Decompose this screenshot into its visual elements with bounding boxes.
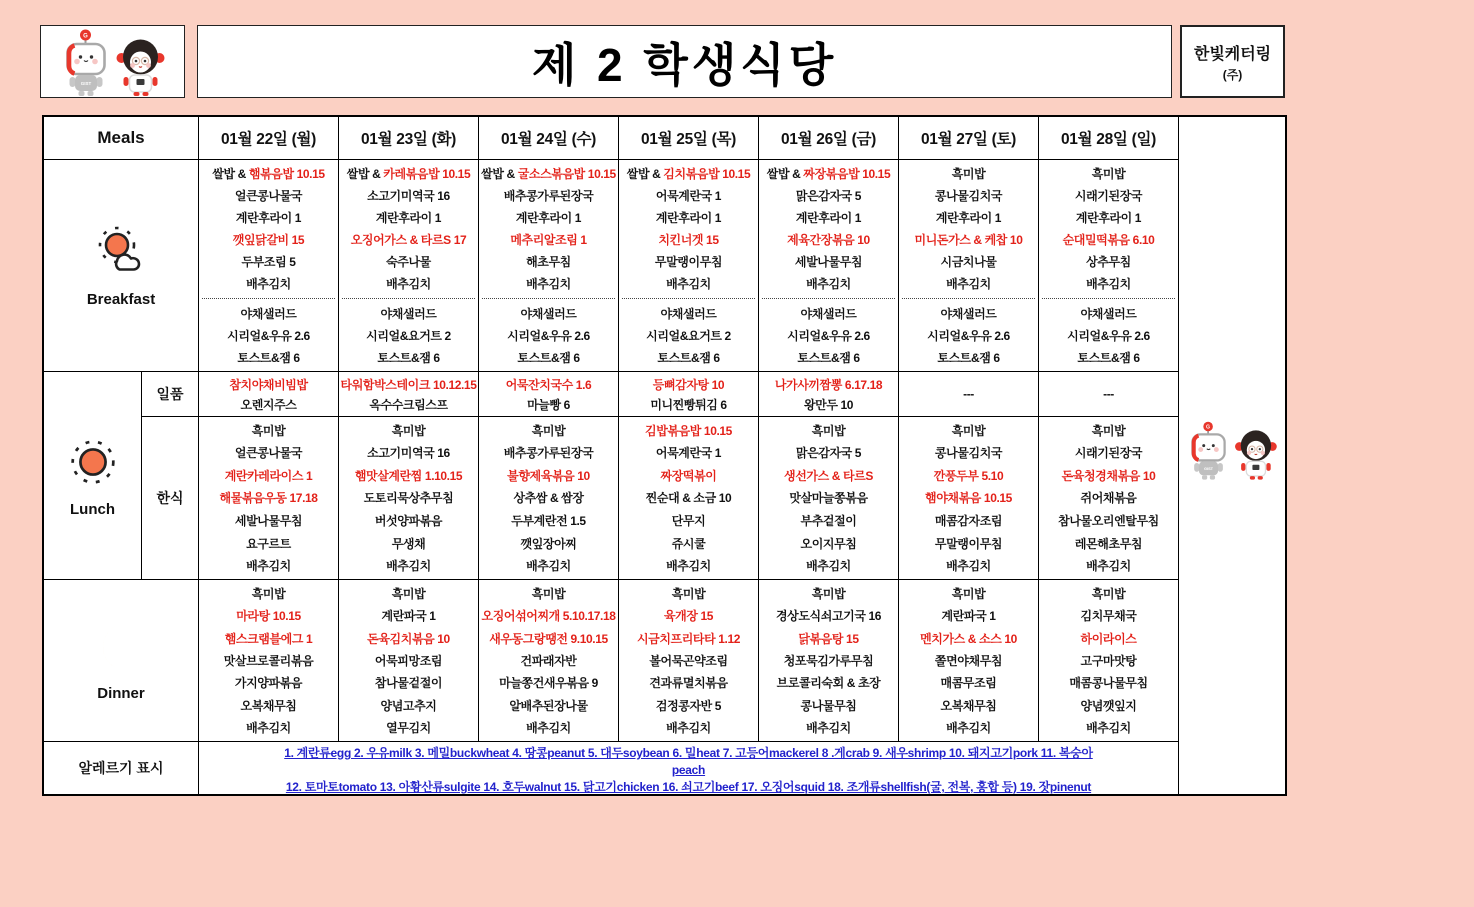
menu-item: 흑미밥: [951, 423, 986, 438]
menu-item: 계란파국 1: [941, 609, 996, 624]
menu-item: 쌀밥 & 김치볶음밥 10.15: [626, 166, 751, 181]
breakfast-cell: [1039, 160, 1179, 372]
menu-item: 시금치나물: [940, 254, 997, 269]
row-label-hansik: 한식: [142, 417, 199, 580]
menu-item: 마늘쫑건새우볶음 9: [499, 676, 598, 691]
menu-item: 토스트&잼 6: [1077, 351, 1140, 366]
menu-item: 불향제육볶음 10: [507, 468, 590, 483]
menu-item: 참치야채비빔밥: [229, 377, 308, 392]
menu-item: 야채샐러드: [940, 307, 997, 322]
menu-item: 세발나물무침: [234, 514, 303, 529]
lunch-korean-cell: [339, 417, 479, 580]
menu-item: 콩나물무침: [800, 698, 857, 713]
menu-item: 배추김치: [526, 559, 571, 574]
menu-item: 해물볶음우동 17.18: [219, 491, 318, 506]
menu-item: 미니찐빵튀김 6: [650, 397, 727, 412]
menu-item: 청포묵김가루무침: [783, 653, 874, 668]
menu-item: 시리얼&우유 2.6: [1067, 329, 1150, 344]
dotted-divider: [342, 298, 475, 299]
menu-item: 흑미밥: [811, 423, 846, 438]
breakfast-cell: [339, 160, 479, 372]
menu-item: 단무지: [671, 514, 706, 529]
menu-item: 흑미밥: [1091, 423, 1126, 438]
menu-item: 상추무침: [1086, 254, 1131, 269]
menu-item: 어묵피망조림: [374, 653, 443, 668]
menu-item: 왕만두 10: [803, 397, 854, 412]
menu-item: 흑미밥: [671, 586, 706, 601]
menu-item: 계란파국 1: [381, 609, 436, 624]
menu-item: 토스트&잼 6: [237, 351, 300, 366]
day-header: 01월 23일 (화): [339, 117, 479, 160]
menu-item: 야채샐러드: [520, 307, 577, 322]
day-header: 01월 22일 (월): [199, 117, 339, 160]
mascots-icon: [52, 27, 174, 97]
day-header: 01월 27일 (토): [899, 117, 1039, 160]
menu-item: 부추겉절이: [800, 514, 857, 529]
menu-item: 야채샐러드: [660, 307, 717, 322]
dinner-cell: [759, 580, 899, 742]
dotted-divider: [1042, 298, 1175, 299]
menu-item: 쌀밥 & 굴소스볶음밥 10.15: [481, 166, 616, 181]
menu-item: 쫄면야채무침: [934, 653, 1003, 668]
dinner-cell: [199, 580, 339, 742]
menu-item: 깐풍두부 5.10: [933, 468, 1004, 483]
menu-item: 쌀밥 & 카레볶음밥 10.15: [346, 166, 471, 181]
menu-item: 토스트&잼 6: [797, 351, 860, 366]
menu-item: 순대밀떡볶음 6.10: [1062, 232, 1155, 247]
menu-item: 계란후라이 1: [1075, 210, 1142, 225]
menu-item: 배추김치: [246, 277, 291, 292]
menu-item: 두부계란전 1.5: [511, 514, 586, 529]
menu-item: 햄맛살계란찜 1.10.15: [354, 468, 463, 483]
lunch-korean-cell: [199, 417, 339, 580]
menu-item: 나가사끼짬뽕 6.17.18: [774, 377, 883, 392]
menu-item: 해초무침: [526, 254, 571, 269]
allergy-info: [199, 742, 1179, 794]
menu-item: 계란후라이 1: [655, 210, 722, 225]
menu-item: 양념고추지: [380, 698, 437, 713]
menu-item: 치킨너겟 15: [658, 232, 719, 247]
menu-item: 배추김치: [666, 721, 711, 736]
menu-item: 흑미밥: [391, 586, 426, 601]
menu-item: 경상도식쇠고기국 16: [775, 609, 882, 624]
menu-item: 시리얼&우유 2.6: [507, 329, 590, 344]
menu-item: 배추김치: [1086, 721, 1131, 736]
menu-item: 계란카레라이스 1: [224, 468, 313, 483]
menu-item: 배추김치: [386, 559, 431, 574]
menu-item: 열무김치: [386, 721, 431, 736]
row-label-breakfast: [44, 160, 199, 372]
breakfast-cell: [619, 160, 759, 372]
dinner-cell: [619, 580, 759, 742]
menu-item: 제육간장볶음 10: [787, 232, 870, 247]
breakfast-cell: [479, 160, 619, 372]
menu-item: 토스트&잼 6: [517, 351, 580, 366]
dotted-divider: [482, 298, 615, 299]
menu-item: 알배추된장나물: [509, 698, 588, 713]
menu-item: 버섯양파볶음: [374, 514, 443, 529]
menu-item: 가지양파볶음: [234, 676, 303, 691]
menu-item: 무생채: [391, 536, 426, 551]
dinner-cell: [899, 580, 1039, 742]
menu-item: 타워함박스테이크 10.12.15: [340, 377, 477, 392]
menu-item: 찐순대 & 소금 10: [645, 491, 732, 506]
menu-item: ---: [1103, 387, 1114, 401]
menu-item: 김밥볶음밥 10.15: [645, 423, 732, 438]
menu-item: 양념깻잎지: [1080, 698, 1137, 713]
menu-item: 옥수수크림스프: [369, 397, 448, 412]
menu-item: 두부조림 5: [241, 254, 296, 269]
catering-name: 한빛케터링: [1193, 45, 1272, 63]
row-label-allergy: 알레르기 표시: [44, 742, 199, 794]
dinner-cell: [1039, 580, 1179, 742]
menu-item: 오렌지주스: [240, 397, 297, 412]
dinner-cell: [339, 580, 479, 742]
menu-item: 배추김치: [666, 277, 711, 292]
lunch-korean-cell: [899, 417, 1039, 580]
lunch-korean-cell: [1039, 417, 1179, 580]
menu-item: 마늘빵 6: [527, 397, 570, 412]
menu-item: 쌀밥 & 짜장볶음밥 10.15: [766, 166, 891, 181]
menu-item: 흑미밥: [811, 586, 846, 601]
menu-item: 오이지무침: [800, 536, 857, 551]
sun-cloud-icon: [90, 223, 152, 281]
lunch-korean-cell: [479, 417, 619, 580]
allergy-line: peach: [671, 763, 706, 777]
menu-item: 맛살브로콜리볶음: [223, 653, 314, 668]
lunch-label: Lunch: [70, 501, 115, 518]
menu-item: 배추콩가루된장국: [503, 188, 594, 203]
menu-item: 토스트&잼 6: [937, 351, 1000, 366]
menu-item: 흑미밥: [391, 423, 426, 438]
logo-box: [40, 25, 185, 98]
menu-item: 오징어가스 & 타르S 17: [350, 232, 467, 247]
menu-item: 검정콩자반 5: [655, 698, 722, 713]
moon-icon: [94, 619, 148, 675]
menu-item: 얼큰콩나물국: [234, 446, 303, 461]
menu-item: 계란후라이 1: [235, 210, 302, 225]
menu-item: 배추김치: [386, 277, 431, 292]
menu-item: 시래기된장국: [1074, 188, 1143, 203]
meals-column-header: Meals: [44, 117, 199, 160]
menu-item: 매콤감자조림: [934, 514, 1003, 529]
mascots-icon: [1182, 419, 1282, 481]
menu-item: 메추리알조림 1: [510, 232, 587, 247]
menu-item: 야채샐러드: [1080, 307, 1137, 322]
menu-item: 오복채무침: [940, 698, 997, 713]
catering-suffix: (주): [1222, 67, 1243, 82]
menu-item: 배추김치: [246, 721, 291, 736]
menu-item: 도토리묵상추무침: [363, 491, 454, 506]
menu-item: 맛살마늘쫑볶음: [789, 491, 868, 506]
menu-item: 배추김치: [666, 559, 711, 574]
menu-item: 새우동그랑땡전 9.10.15: [489, 631, 608, 646]
menu-item: 생선가스 & 타르S: [784, 468, 873, 483]
menu-item: 배추김치: [806, 721, 851, 736]
menu-item: 토스트&잼 6: [657, 351, 720, 366]
menu-item: 소고기미역국 16: [367, 446, 450, 461]
menu-item: 흑미밥: [951, 166, 986, 181]
menu-item: 햄스크램블에그 1: [224, 631, 313, 646]
menu-item: 볼어묵곤약조림: [649, 653, 728, 668]
menu-item: 시리얼&우유 2.6: [927, 329, 1010, 344]
lunch-special-cell: [479, 372, 619, 417]
menu-item: 쥬시쿨: [671, 536, 706, 551]
menu-item: 오징어섞어찌개 5.10.17.18: [481, 609, 616, 624]
lunch-special-cell: [619, 372, 759, 417]
menu-item: 배추김치: [806, 559, 851, 574]
menu-item: 건파래자반: [520, 653, 577, 668]
menu-item: 배추김치: [526, 277, 571, 292]
menu-item: 야채샐러드: [380, 307, 437, 322]
catering-box: [1180, 25, 1285, 98]
side-column: [1179, 117, 1285, 794]
lunch-korean-cell: [759, 417, 899, 580]
menu-item: 흑미밥: [251, 586, 286, 601]
allergy-line: 12. 토마토tomato 13. 아황산류sulgite 14. 호두walnut 15. 닭고기chicken 16. 쇠고기beef 17. 오징어squid 18. 조개류shellfish(굴, 전복, 홍합 등) 19. 잣pinenut: [285, 780, 1092, 794]
day-header: 01월 26일 (금): [759, 117, 899, 160]
menu-table: [42, 115, 1287, 796]
day-header: 01월 28일 (일): [1039, 117, 1179, 160]
menu-item: 배추김치: [806, 277, 851, 292]
menu-item: 배추김치: [1086, 277, 1131, 292]
menu-item: 토스트&잼 6: [377, 351, 440, 366]
menu-item: 오복채무침: [240, 698, 297, 713]
menu-item: 돈육김치볶음 10: [367, 631, 450, 646]
lunch-korean-cell: [619, 417, 759, 580]
day-header: 01월 24일 (수): [479, 117, 619, 160]
menu-item: 깻잎닭갈비 15: [232, 232, 305, 247]
menu-item: ---: [963, 387, 974, 401]
menu-item: 시리얼&요거트 2: [646, 329, 731, 344]
menu-item: 소고기미역국 16: [367, 188, 450, 203]
menu-item: 어묵계란국 1: [655, 446, 722, 461]
lunch-special-cell: [1039, 372, 1179, 417]
menu-item: 콩나물김치국: [934, 446, 1003, 461]
menu-item: 세발나물무침: [794, 254, 863, 269]
breakfast-cell: [899, 160, 1039, 372]
menu-item: 계란후라이 1: [795, 210, 862, 225]
menu-item: 배추김치: [946, 277, 991, 292]
row-label-dinner: [44, 580, 199, 742]
dotted-divider: [902, 298, 1035, 299]
menu-item: 배추김치: [246, 559, 291, 574]
menu-item: 맑은감자국 5: [795, 446, 862, 461]
menu-item: 참나물겉절이: [374, 676, 443, 691]
menu-item: 무말랭이무침: [654, 254, 723, 269]
menu-item: 배추김치: [946, 559, 991, 574]
menu-item: 시래기된장국: [1074, 446, 1143, 461]
dinner-label: Dinner: [97, 685, 145, 702]
menu-item: 레몬해초무침: [1074, 536, 1143, 551]
menu-item: 무말랭이무침: [934, 536, 1003, 551]
menu-item: 고구마맛탕: [1080, 653, 1137, 668]
menu-item: 배추김치: [526, 721, 571, 736]
breakfast-label: Breakfast: [86, 291, 156, 308]
menu-item: 햄야채볶음 10.15: [925, 491, 1012, 506]
menu-item: 짜장떡볶이: [660, 468, 717, 483]
menu-item: 쌀밥 & 햄볶음밥 10.15: [212, 166, 325, 181]
dotted-divider: [762, 298, 895, 299]
menu-item: 흑미밥: [251, 423, 286, 438]
menu-item: 등뼈감자탕 10: [652, 377, 725, 392]
menu-item: 흑미밥: [531, 423, 566, 438]
menu-item: 흑미밥: [1091, 586, 1126, 601]
breakfast-cell: [199, 160, 339, 372]
page-title: 제 2 학생식당: [531, 38, 838, 91]
menu-item: 야채샐러드: [240, 307, 297, 322]
row-label-ilpum: 일품: [142, 372, 199, 417]
menu-item: 시리얼&우유 2.6: [787, 329, 870, 344]
menu-item: 배추콩가루된장국: [503, 446, 594, 461]
menu-item: 닭볶음탕 15: [798, 631, 859, 646]
sun-icon: [64, 433, 122, 491]
menu-item: 매콤무조림: [940, 676, 997, 691]
menu-item: 김치무채국: [1080, 609, 1137, 624]
lunch-special-cell: [899, 372, 1039, 417]
menu-item: 멘치가스 & 소스 10: [920, 631, 1017, 646]
menu-item: 얼큰콩나물국: [234, 188, 303, 203]
row-label-lunch: [44, 372, 142, 580]
menu-item: 흑미밥: [531, 586, 566, 601]
menu-item: 야채샐러드: [800, 307, 857, 322]
title-box: [197, 25, 1172, 98]
menu-item: 배추김치: [1086, 559, 1131, 574]
menu-item: 어묵잔치국수 1.6: [505, 377, 592, 392]
menu-item: 육개장 15: [663, 609, 714, 624]
menu-item: 쥐어채볶음: [1080, 491, 1137, 506]
menu-item: 매콤콩나물무침: [1069, 676, 1148, 691]
lunch-special-cell: [339, 372, 479, 417]
dotted-divider: [622, 298, 755, 299]
menu-item: 흑미밥: [1091, 166, 1126, 181]
breakfast-cell: [759, 160, 899, 372]
menu-item: 시리얼&우유 2.6: [227, 329, 310, 344]
lunch-special-cell: [199, 372, 339, 417]
menu-item: 계란후라이 1: [515, 210, 582, 225]
menu-item: 돈육청경채볶음 10: [1061, 468, 1156, 483]
menu-item: 시리얼&요거트 2: [366, 329, 451, 344]
menu-item: 어묵계란국 1: [655, 188, 722, 203]
menu-item: 견과류멸치볶음: [649, 676, 728, 691]
menu-item: 숙주나물: [386, 254, 431, 269]
dotted-divider: [202, 298, 335, 299]
menu-item: 마라탕 10.15: [236, 609, 301, 624]
menu-item: 요구르트: [246, 536, 291, 551]
lunch-special-cell: [759, 372, 899, 417]
menu-item: 상추쌈 & 쌈장: [513, 491, 584, 506]
menu-item: 배추김치: [946, 721, 991, 736]
menu-item: 맑은감자국 5: [795, 188, 862, 203]
day-header: 01월 25일 (목): [619, 117, 759, 160]
allergy-line: 1. 계란류egg 2. 우유milk 3. 메밀buckwheat 4. 땅콩peanut 5. 대두soybean 6. 밀heat 7. 고등어mackerel 8 .게crab 9. 새우shrimp 10. 돼지고기pork 11. 복숭아: [284, 746, 1093, 760]
menu-item: 계란후라이 1: [375, 210, 442, 225]
menu-item: 브로콜리숙회 & 초장: [776, 676, 881, 691]
menu-item: 참나물오리엔탈무침: [1058, 514, 1159, 529]
menu-item: 하이라이스: [1080, 631, 1137, 646]
dinner-cell: [479, 580, 619, 742]
menu-item: 흑미밥: [951, 586, 986, 601]
menu-item: 계란후라이 1: [935, 210, 1002, 225]
menu-item: 시금치프리타타 1.12: [636, 631, 741, 646]
menu-item: 깻잎장아찌: [520, 536, 577, 551]
menu-item: 콩나물김치국: [934, 188, 1003, 203]
menu-item: 미니돈가스 & 케찹 10: [914, 232, 1023, 247]
